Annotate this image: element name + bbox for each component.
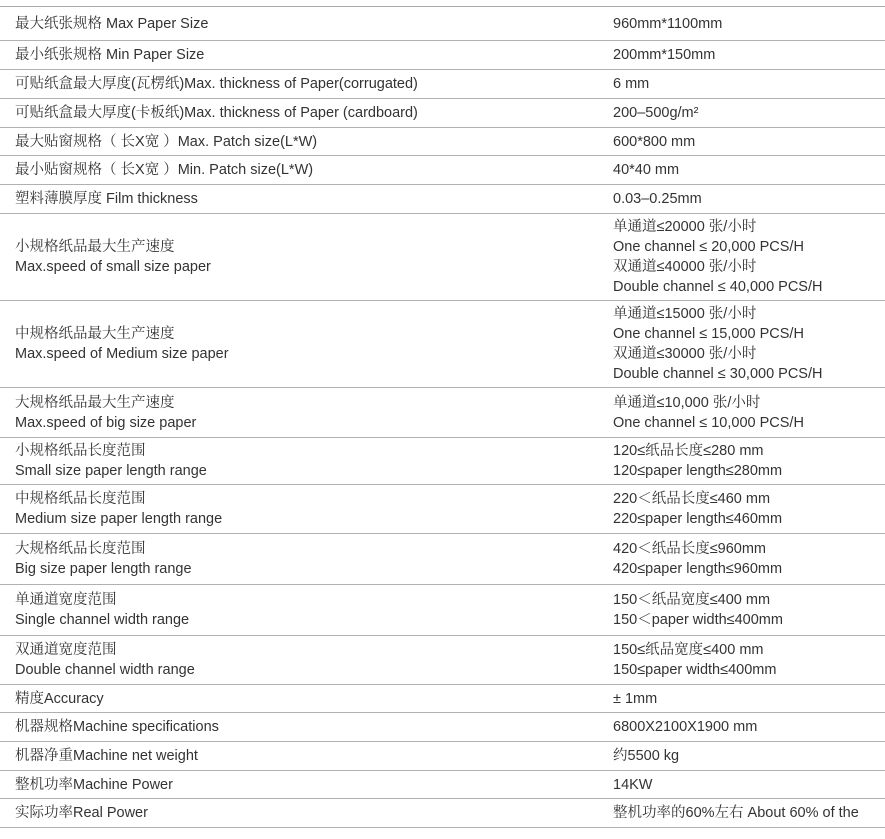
spec-value	[598, 7, 885, 40]
spec-row	[0, 799, 885, 828]
spec-label-line: 小规格纸品长度范围	[15, 443, 146, 459]
spec-row	[0, 185, 885, 214]
spec-label-line: 塑料薄膜厚度 Film thickness	[15, 191, 198, 207]
spec-value-line: One channel ≤ 20,000 PCS/H	[613, 239, 804, 255]
spec-value	[598, 771, 885, 798]
spec-label	[0, 438, 598, 484]
spec-label-line: 实际功率Real Power	[15, 805, 148, 821]
spec-row	[0, 41, 885, 70]
spec-row	[0, 301, 885, 388]
spec-value-line: 600*800 mm	[613, 133, 696, 150]
spec-value-line: 200mm*150mm	[613, 47, 716, 63]
spec-value	[598, 185, 885, 213]
spec-value-line: 单通道≤15000 张/小时	[613, 306, 757, 322]
spec-label-line: Single channel width range	[15, 612, 190, 628]
spec-value	[598, 485, 885, 533]
spec-value	[598, 388, 885, 437]
spec-label	[0, 799, 598, 827]
spec-value-line: 960mm*1100mm	[613, 15, 723, 32]
spec-label-line: 机器规格Machine specifications	[15, 719, 219, 735]
spec-value	[598, 156, 885, 184]
spec-label-line: 精度Accuracy	[15, 690, 104, 707]
spec-label	[0, 70, 598, 98]
spec-value	[598, 636, 885, 684]
spec-row	[0, 585, 885, 636]
spec-row	[0, 485, 885, 534]
spec-label-line: 最大贴窗规格（ 长X宽 ）Max. Patch size(L*W)	[15, 133, 318, 150]
spec-label-line: 单通道宽度范围	[15, 592, 117, 608]
spec-label-line: Big size paper length range	[15, 561, 192, 577]
spec-row	[0, 438, 885, 485]
spec-value	[598, 41, 885, 69]
spec-row	[0, 388, 885, 438]
spec-value	[598, 585, 885, 635]
spec-label-line: 小规格纸品最大生产速度	[15, 239, 175, 255]
spec-label	[0, 713, 598, 741]
spec-value-line: 150≤纸品宽度≤400 mm	[613, 642, 764, 658]
spec-value-line: 420＜纸品长度≤960mm	[613, 541, 767, 557]
spec-value-line: 150＜纸品宽度≤400 mm	[613, 592, 771, 608]
spec-label	[0, 128, 598, 155]
spec-value-line: 0.03–0.25mm	[613, 191, 702, 207]
spec-label	[0, 636, 598, 684]
spec-label-line: 机器净重Machine net weight	[15, 748, 198, 764]
spec-value-line: 420≤paper length≤960mm	[613, 561, 783, 577]
spec-value-line: 150≤paper width≤400mm	[613, 662, 777, 678]
spec-value-line: 150＜paper width≤400mm	[613, 612, 783, 628]
spec-value-line: 120≤纸品长度≤280 mm	[613, 443, 764, 459]
spec-label-line: 大规格纸品长度范围	[15, 541, 146, 557]
spec-value-line: 双通道≤40000 张/小时	[613, 259, 757, 275]
spec-value	[598, 713, 885, 741]
spec-label	[0, 771, 598, 798]
spec-label-line: 最小贴窗规格（ 长X宽 ）Min. Patch size(L*W)	[15, 162, 314, 178]
spec-value-line: 40*40 mm	[613, 162, 680, 178]
spec-value	[598, 301, 885, 387]
spec-value-line: Double channel ≤ 30,000 PCS/H	[613, 366, 823, 382]
spec-value-line: 120≤paper length≤280mm	[613, 463, 783, 479]
spec-value-line: 约5500 kg	[613, 748, 680, 764]
spec-label	[0, 485, 598, 533]
spec-value-line: 200–500g/m²	[613, 105, 699, 121]
spec-value-line: 整机功率的60%左右 About 60% of the	[613, 805, 859, 821]
spec-label	[0, 534, 598, 584]
spec-value-line: 220＜纸品长度≤460 mm	[613, 491, 771, 507]
spec-label	[0, 685, 598, 712]
spec-value	[598, 128, 885, 155]
spec-label-line: 中规格纸品最大生产速度	[15, 326, 175, 342]
spec-label-line: 可贴纸盒最大厚度(卡板纸)Max. thickness of Paper (cardboard)	[15, 105, 418, 121]
spec-label-line: Max.speed of Medium size paper	[15, 346, 229, 362]
spec-value-line: 双通道≤30000 张/小时	[613, 346, 757, 362]
spec-value	[598, 742, 885, 770]
spec-value	[598, 534, 885, 584]
spec-row	[0, 534, 885, 585]
spec-label-line: 可贴纸盒最大厚度(瓦楞纸)Max. thickness of Paper(corrugated)	[15, 76, 418, 92]
spec-label	[0, 214, 598, 300]
spec-label-line: 中规格纸品长度范围	[15, 491, 146, 507]
spec-row	[0, 99, 885, 128]
spec-value-line: 14KW	[613, 776, 653, 793]
spec-value-line: 单通道≤20000 张/小时	[613, 219, 757, 235]
spec-label	[0, 7, 598, 40]
spec-label-line: Max.speed of small size paper	[15, 259, 211, 275]
spec-value	[598, 685, 885, 712]
spec-row	[0, 70, 885, 99]
spec-value-line: Double channel ≤ 40,000 PCS/H	[613, 279, 823, 295]
spec-label-line: 大规格纸品最大生产速度	[15, 394, 175, 411]
spec-label	[0, 156, 598, 184]
spec-row	[0, 128, 885, 156]
spec-label-line: Max.speed of big size paper	[15, 414, 197, 431]
spec-value	[598, 214, 885, 300]
spec-row	[0, 214, 885, 301]
spec-value	[598, 99, 885, 127]
spec-row	[0, 7, 885, 41]
spec-table	[0, 6, 885, 828]
spec-label-line: Double channel width range	[15, 662, 195, 678]
spec-label-line: 最大纸张规格 Max Paper Size	[15, 15, 209, 32]
spec-label	[0, 585, 598, 635]
spec-label-line: 双通道宽度范围	[15, 642, 117, 658]
spec-value-line: 220≤paper length≤460mm	[613, 511, 783, 527]
spec-label-line: Medium size paper length range	[15, 511, 223, 527]
spec-value-line: 单通道≤10,000 张/小时	[613, 394, 761, 411]
spec-value-line: One channel ≤ 15,000 PCS/H	[613, 326, 804, 342]
spec-value-line: 6 mm	[613, 76, 650, 92]
spec-value-line: 6800X2100X1900 mm	[613, 719, 758, 735]
spec-row	[0, 742, 885, 771]
spec-label	[0, 301, 598, 387]
spec-label-line: 整机功率Machine Power	[15, 776, 173, 793]
spec-value	[598, 438, 885, 484]
spec-label	[0, 742, 598, 770]
spec-row	[0, 713, 885, 742]
spec-value	[598, 70, 885, 98]
spec-value-line: ± 1mm	[613, 690, 658, 707]
spec-label	[0, 99, 598, 127]
spec-row	[0, 636, 885, 685]
spec-label	[0, 41, 598, 69]
spec-row	[0, 685, 885, 713]
spec-row	[0, 156, 885, 185]
spec-value	[598, 799, 885, 827]
spec-label	[0, 185, 598, 213]
spec-label	[0, 388, 598, 437]
spec-value-line: One channel ≤ 10,000 PCS/H	[613, 414, 804, 431]
spec-label-line: Small size paper length range	[15, 463, 207, 479]
spec-label-line: 最小纸张规格 Min Paper Size	[15, 47, 205, 63]
spec-row	[0, 771, 885, 799]
